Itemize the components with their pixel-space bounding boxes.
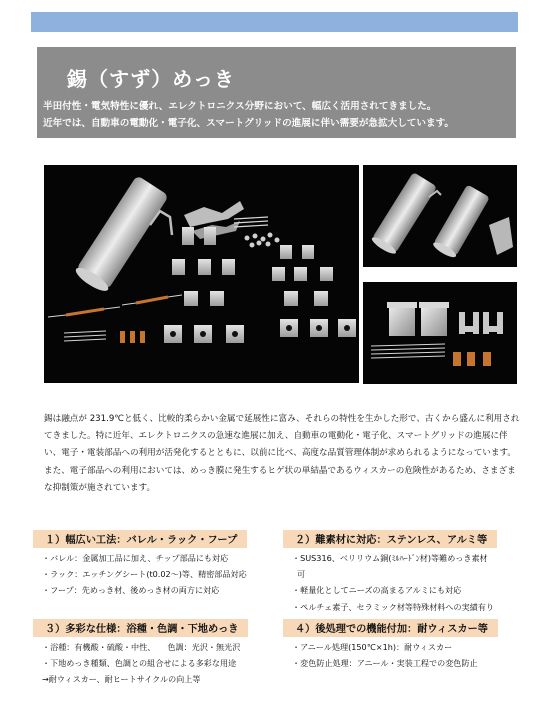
tin-plated-terminals-photo bbox=[363, 282, 517, 384]
feature-item: ・バレル：金属加工品に加え、チップ部品にも対応 bbox=[42, 553, 229, 563]
feature-item: ・浴種：有機酸・硫酸・中性、 色調：光沢・無光沢 bbox=[42, 642, 241, 652]
feature-item: ・軽量化としてニーズの高まるアルミにも対応 bbox=[292, 585, 462, 596]
feature-item: 可 bbox=[297, 569, 306, 580]
page-title: 錫（すず）めっき bbox=[67, 67, 235, 91]
body-paragraph-2: また、電子部品への利用においては、めっき膜に発生するヒゲ状の単結晶であるウィスカーの危険性があるため、さまざまな抑制策が施されています。 bbox=[44, 465, 516, 493]
feature-section-1-title: １）幅広い工法：バレル・ラック・フープ bbox=[33, 530, 247, 548]
feature-item: ・ラック：エッチングシート(t0.02～)等、精密部品対応 bbox=[42, 569, 247, 580]
feature-item: ・ペルチェ素子、セラミック材等特殊材料への実績有り bbox=[292, 601, 494, 612]
body-paragraph-1: 錫は融点が 231.9℃と低く、比較的柔らかい金属で延展性に富み、それらの特性を生かした形で、古くから盛んに利用されてきました。特に近年、エレクトロニクスの急速な進展に加え、自動車の電動化・電子化、スマートグリッドの進展に伴い、電子・電装部品への利用が活発化するとともに、以前に比べ、高度な品質管理体制が求められるようになっています。 bbox=[44, 414, 520, 459]
header-subtitle-line-2: 近年では、自動車の電動化・電子化、スマートグリッドの進展に伴い需要が急拡大しています。 bbox=[43, 118, 454, 129]
header-subtitle-line-1: 半田付性・電気特性に優れ、エレクトロニクス分野において、幅広く活用されてきました。 bbox=[43, 101, 437, 112]
feature-item: ・下地めっき種類、色調との組合せによる多彩な用途 bbox=[42, 658, 237, 669]
feature-section-2-title: ２）難素材に対応：ステンレス、アルミ等 bbox=[283, 530, 497, 548]
body-description bbox=[33, 411, 521, 497]
feature-section-3 bbox=[33, 617, 265, 688]
feature-section-1 bbox=[33, 528, 265, 599]
feature-section-3-title: ３）多彩な仕様：浴種・色調・下地めっき bbox=[33, 619, 248, 637]
feature-item: ・フープ：先めっき材、後めっき材の両方に対応 bbox=[42, 585, 220, 596]
tin-plated-tubes-photo bbox=[363, 165, 517, 267]
feature-section-2 bbox=[283, 528, 515, 615]
header-banner bbox=[37, 47, 516, 138]
feature-section-4-title: ４）後処理での機能付加：耐ウィスカー等 bbox=[283, 619, 498, 637]
feature-item: →耐ウィスカー、耐ヒートサイクルの向上等 bbox=[42, 674, 201, 685]
feature-section-4 bbox=[283, 617, 515, 671]
feature-item: ・アニール処理(150℃×1h)：耐ウィスカー bbox=[292, 642, 453, 652]
feature-item: ・変色防止処理：アニール・実装工程での変色防止 bbox=[292, 658, 478, 669]
tin-plated-parts-photo bbox=[44, 165, 359, 383]
top-accent-bar bbox=[31, 12, 518, 32]
feature-item: ・SUS316、ベリリウム銅(ﾐﾙﾊｰﾄﾞﾝ材)等難めっき素材 bbox=[292, 553, 488, 563]
